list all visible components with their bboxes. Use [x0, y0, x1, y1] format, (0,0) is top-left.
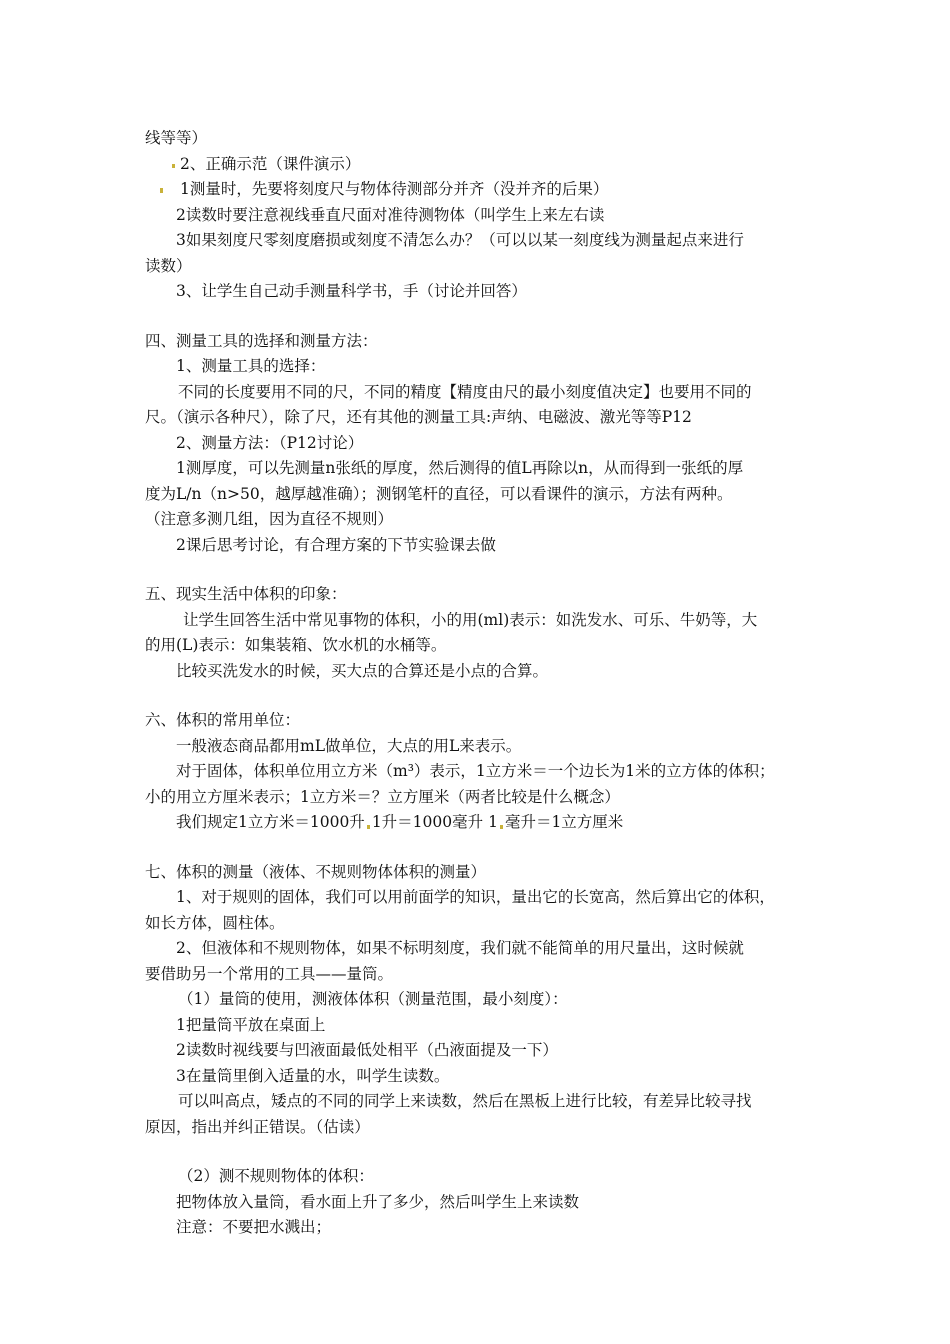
- text-line: 1、测量工具的选择：: [176, 357, 326, 375]
- text-line: （2）测不规则物体的体积：: [178, 1167, 374, 1185]
- text-line: 原因，指出并纠正错误。（估读）: [145, 1117, 370, 1136]
- text-line: 2读数时视线要与凹液面最低处相平（凸液面提及一下）: [176, 1041, 558, 1059]
- paragraph-gap: [145, 836, 825, 860]
- text-fragment: 毫升＝1立方厘米: [504, 813, 624, 831]
- text-line: 如长方体，圆柱体。: [145, 913, 285, 932]
- text-line: 3、让学生自己动手测量科学书，手（讨论并回答）: [176, 282, 527, 300]
- text-line: 让学生回答生活中常见事物的体积，小的用(ml)表示：如洗发水、可乐、牛奶等，大: [183, 610, 758, 629]
- text-line: 3如果刻度尺零刻度磨损或刻度不清怎么办？（可以以某一刻度线为测量起点来进行: [176, 231, 744, 249]
- text-line: 尺。（演示各种尺），除了尺，还有其他的测量工具:声纳、电磁波、激光等等P12: [145, 408, 692, 426]
- document-body: [145, 126, 825, 1241]
- section-heading: 五、现实生活中体积的印象：: [145, 585, 347, 603]
- text-line: 对于固体，体积单位用立方米（m³）表示，1立方米＝一个边长为1米的立方体的体积；: [176, 762, 775, 780]
- text-line: 1测量时，先要将刻度尺与物体待测部分并齐（没并齐的后果）: [180, 180, 609, 198]
- text-line: 2、测量方法：（P12讨论）: [176, 433, 364, 452]
- text-line: 比较买洗发水的时候，买大点的合算还是小点的合算。: [176, 661, 549, 680]
- section-heading: 四、测量工具的选择和测量方法：: [145, 331, 378, 350]
- text-fragment: 1升＝1000毫升: [371, 813, 484, 831]
- text-line: 度为L/n（n>50，越厚越准确）；测钢笔杆的直径，可以看课件的演示，方法有两种。: [145, 484, 733, 503]
- text-line: 1测厚度，可以先测量n张纸的厚度，然后测得的值L再除以n，从而得到一张纸的厚: [176, 459, 744, 477]
- text-fragment: 我们规定1立方米＝1000升: [176, 813, 365, 831]
- text-line: 要借助另一个常用的工具——量筒。: [145, 964, 394, 983]
- text-line: 2、但液体和不规则物体，如果不标明刻度，我们就不能简单的用尺量出，这时候就: [176, 939, 744, 957]
- text-line: 不同的长度要用不同的尺，不同的精度【精度由尺的最小刻度值决定】也要用不同的: [178, 382, 752, 401]
- text-line: 一般液态商品都用mL做单位，大点的用L来表示。: [176, 736, 522, 755]
- text-line: 小的用立方厘米表示；1立方米＝？立方厘米（两者比较是什么概念）: [145, 787, 620, 806]
- text-line: 1把量筒平放在桌面上: [176, 1015, 326, 1034]
- text-line: （注意多测几组，因为直径不规则）: [145, 510, 394, 528]
- text-line: 线等等）: [145, 129, 208, 147]
- text-line: （1）量筒的使用，测液体体积（测量范围，最小刻度）：: [178, 990, 568, 1008]
- text-line: 读数）: [145, 256, 192, 275]
- paragraph-gap: [145, 558, 825, 582]
- paragraph-gap: [145, 1140, 825, 1164]
- text-line: 的用(L)表示：如集装箱、饮水机的水桶等。: [145, 636, 447, 654]
- text-line: 2读数时要注意视线垂直尺面对准待测物体（叫学生上来左右读: [176, 205, 605, 224]
- text-line: 注意：不要把水溅出；: [176, 1218, 332, 1236]
- text-line: 把物体放入量筒，看水面上升了多少，然后叫学生上来读数: [176, 1192, 580, 1211]
- text-line: 3在量筒里倒入适量的水，叫学生读数。: [176, 1066, 450, 1085]
- text-line: [145, 810, 825, 836]
- text-line: 2课后思考讨论，有合理方案的下节实验课去做: [176, 535, 496, 554]
- mark-dot: [367, 825, 370, 829]
- paragraph-gap: [145, 305, 825, 329]
- text-line: 可以叫高点，矮点的不同的同学上来读数，然后在黑板上进行比较，有差异比较寻找: [178, 1092, 752, 1110]
- mark-dot: [500, 825, 503, 829]
- paragraph-gap: [145, 684, 825, 708]
- text-fragment: 1: [488, 813, 498, 831]
- section-heading: 七、体积的测量（液体、不规则物体体积的测量）: [145, 862, 487, 881]
- text-line: 1、对于规则的固体，我们可以用前面学的知识，量出它的长宽高，然后算出它的体积，: [176, 888, 775, 906]
- section-heading: 六、体积的常用单位：: [145, 711, 301, 729]
- text-line: 2、正确示范（课件演示）: [180, 154, 361, 173]
